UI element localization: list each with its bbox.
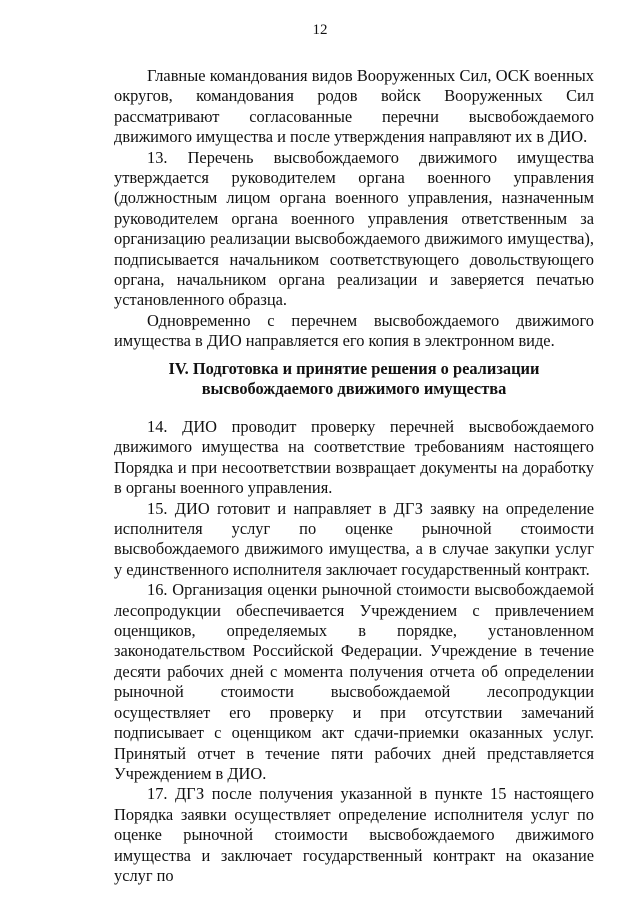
paragraph: 17. ДГЗ после получения указанной в пункте 15 настоящего Порядка заявки осуществляет определение исполнителя услуг по оценке рыночной стоимости высвобождаемого движимого имущества и заключает государственный контракт на оказание услуг по	[114, 784, 594, 885]
paragraph: 13. Перечень высвобождаемого движимого имущества утверждается руководителем органа военного управления (должностным лицом органа военного управления, назначенным руководителем органа военного управления ответственным за организацию реализации высвобождаемого движимого имущества), подписывается начальником соответствующего довольствующего органа, начальником органа реализации и заверяется печатью установленного образца.	[114, 147, 594, 310]
paragraph: Одновременно с перечнем высвобождаемого движимого имущества в ДИО направляется его копия в электронном виде.	[114, 310, 594, 351]
section-heading	[114, 359, 594, 400]
page-number: 12	[312, 22, 328, 38]
paragraph: 14. ДИО проводит проверку перечней высвобождаемого движимого имущества на соответствие требованиям настоящего Порядка и при несоответствии возвращает документы на доработку в органы военного управления.	[114, 417, 594, 498]
paragraph: 16. Организация оценки рыночной стоимости высвобождаемой лесопродукции обеспечивается Учреждением с привлечением оценщиков, определяемых в порядке, установленном законодательством Российской Федерации. Учреждение в течение десяти рабочих дней с момента получения отчета об определении рыночной стоимости высвобождаемой лесопродукции осуществляет его проверку и при отсутствии замечаний подписывает с оценщиком акт сдачи-приемки оказанных услуг. Принятый отчет в течение пяти рабочих дней представляется Учреждением в ДИО.	[114, 580, 594, 783]
text-block-top	[114, 66, 594, 352]
section-heading-line: высвобождаемого движимого имущества	[201, 379, 507, 399]
section-heading-line: IV. Подготовка и принятие решения о реализации	[168, 359, 540, 378]
paragraph: Главные командования видов Вооруженных Сил, ОСК военных округов, командования родов войск Вооруженных Сил рассматривают согласованные перечни высвобождаемого движимого имущества и после утверждения направляют их в ДИО.	[114, 66, 594, 147]
paragraph: 15. ДИО готовит и направляет в ДГЗ заявку на определение исполнителя услуг по оценке рыночной стоимости высвобождаемого движимого имущества, а в случае закупки услуг у единственного исполнителя заключает государственный контракт.	[114, 498, 594, 579]
text-block-bottom	[114, 417, 594, 886]
